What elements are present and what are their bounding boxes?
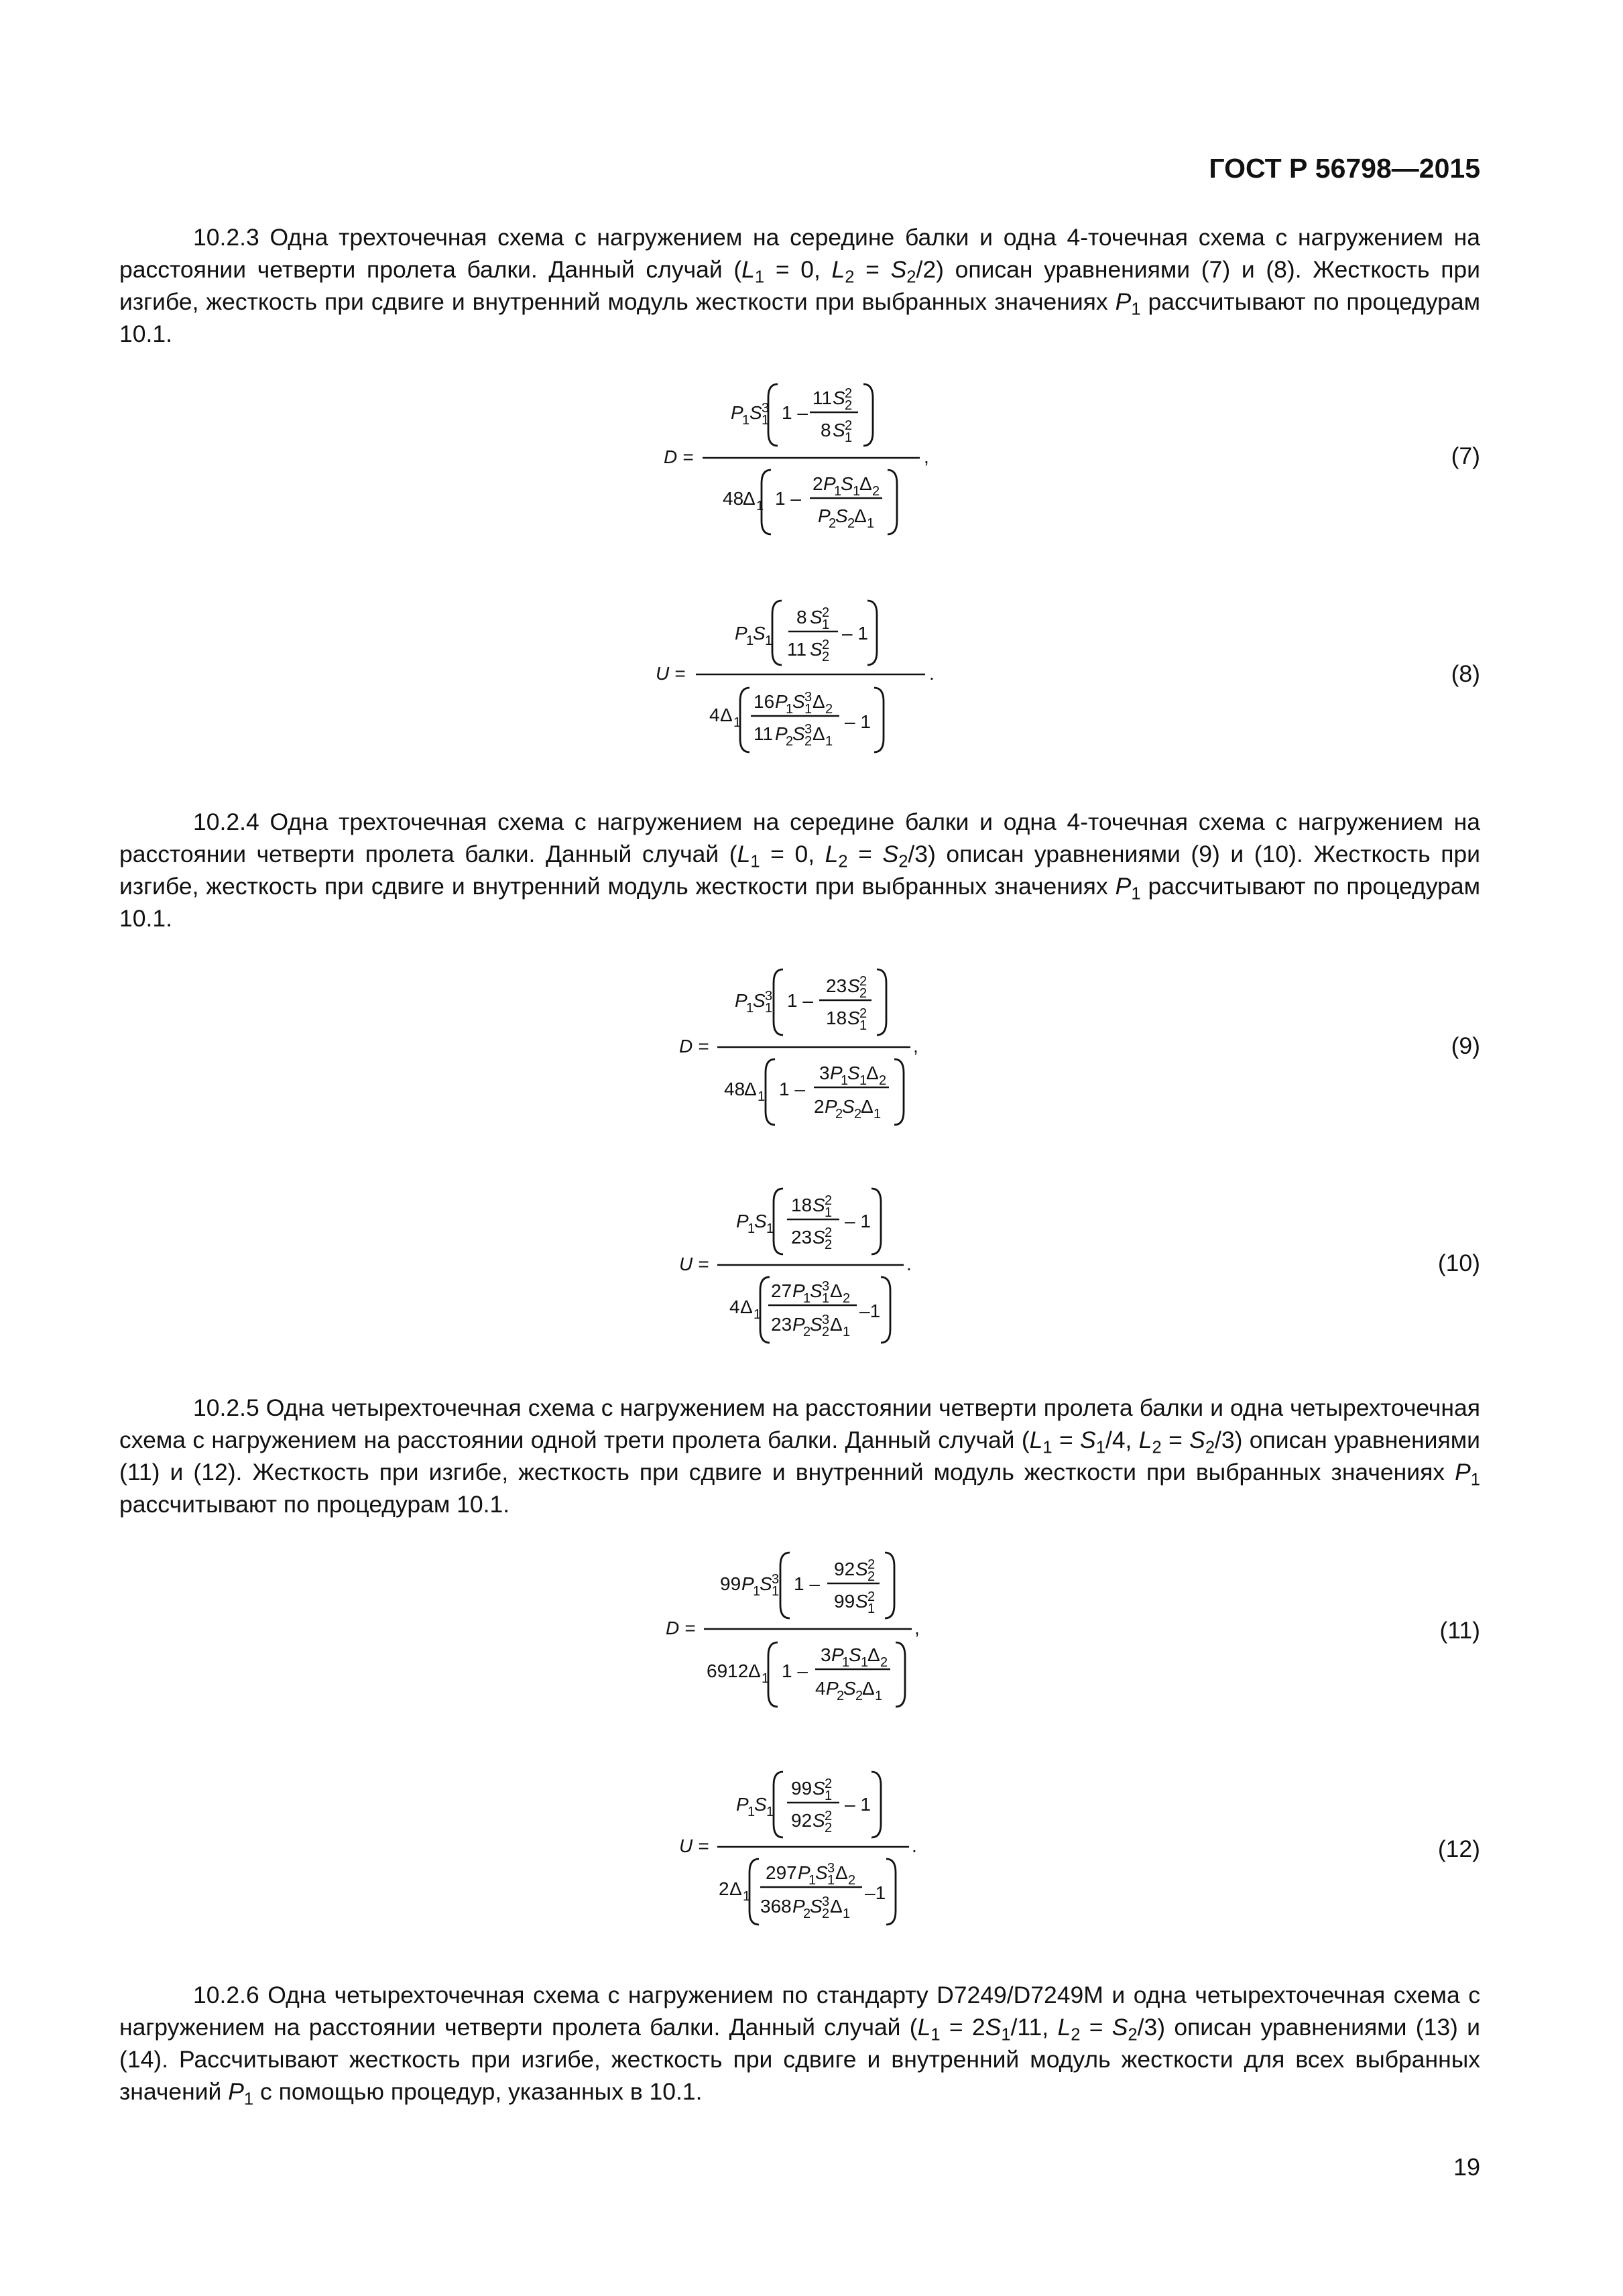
svg-text:1: 1 bbox=[804, 702, 813, 717]
svg-text:2: 2 bbox=[803, 1325, 811, 1339]
svg-text:S: S bbox=[847, 1063, 860, 1083]
svg-text:P: P bbox=[735, 990, 747, 1011]
svg-text:1: 1 bbox=[859, 1018, 867, 1033]
equation-number-8: (8) bbox=[1451, 660, 1480, 687]
svg-text:2: 2 bbox=[843, 1291, 851, 1306]
svg-text:1: 1 bbox=[825, 1789, 833, 1803]
svg-text:Δ: Δ bbox=[835, 1862, 848, 1883]
svg-text:3: 3 bbox=[822, 1894, 830, 1909]
eq10-bot-inner-num-coef: 27 bbox=[771, 1280, 792, 1301]
svg-text:Δ: Δ bbox=[861, 1096, 874, 1117]
svg-text:S: S bbox=[833, 387, 845, 408]
eq12-punct: . bbox=[912, 1835, 917, 1856]
eq8-top-inner-den-coef: 11 bbox=[787, 639, 807, 660]
svg-text:1: 1 bbox=[746, 1001, 754, 1016]
svg-text:2: 2 bbox=[835, 1107, 843, 1122]
svg-text:1: 1 bbox=[845, 430, 853, 445]
equation-number-12: (12) bbox=[1437, 1835, 1480, 1862]
svg-text:2: 2 bbox=[872, 484, 880, 499]
eq10-lhs: U = bbox=[679, 1254, 709, 1274]
eq8-punct: . bbox=[929, 663, 935, 684]
svg-text:2: 2 bbox=[854, 1107, 862, 1122]
svg-text:3: 3 bbox=[822, 1279, 830, 1294]
svg-text:S: S bbox=[815, 1862, 828, 1883]
svg-text:3: 3 bbox=[765, 989, 773, 1004]
eq12-bot-coef: 2 bbox=[719, 1878, 729, 1899]
svg-text:1: 1 bbox=[867, 1602, 876, 1616]
eq9-inner-num-coef: 23 bbox=[826, 975, 847, 996]
svg-text:S: S bbox=[843, 1678, 856, 1699]
svg-text:3: 3 bbox=[822, 1313, 830, 1327]
svg-text:S: S bbox=[833, 420, 845, 440]
svg-text:S: S bbox=[855, 1591, 868, 1612]
eq11-top-coef: 99 bbox=[720, 1573, 741, 1594]
eq10-bot-coef: 4 bbox=[729, 1296, 740, 1317]
svg-text:2: 2 bbox=[837, 1689, 845, 1703]
equation-10 bbox=[676, 1176, 957, 1344]
svg-text:2: 2 bbox=[829, 516, 837, 531]
svg-text:1 –: 1 – bbox=[787, 990, 813, 1011]
paragraph-10-2-6: 10.2.6 Одна четырехточечная схема с нагружением по стандарту D7249/D7249M и одна четырехточечная схема с нагружением на расстоянии четверти пролета балки. Данный случай ($L_1 = 2S_1/11$, $L_2 = S_2/3$) описан уравнениями (13) и (14). Рассчитывают жесткость при изгибе, жесткость при сдвиге и внутренний модуль жесткости для всех выбранных значений $P_1$ с помощью процедур, указанных в 10.1. bbox=[119, 1982, 1480, 2109]
eq8-bot-inner-den-coef: 11 bbox=[754, 723, 774, 744]
svg-text:S: S bbox=[855, 1559, 868, 1579]
svg-text:2: 2 bbox=[880, 1655, 888, 1670]
svg-text:1 –: 1 – bbox=[794, 1573, 820, 1594]
svg-text:1: 1 bbox=[803, 1291, 811, 1306]
svg-text:– 1: – 1 bbox=[845, 1211, 871, 1231]
svg-text:P: P bbox=[731, 402, 743, 423]
eq11-inner-num-coef: 92 bbox=[834, 1559, 855, 1579]
eq12-top-inner-num-coef: 99 bbox=[791, 1778, 813, 1799]
svg-text:2: 2 bbox=[845, 418, 853, 433]
eq7-lhs: D = bbox=[664, 446, 694, 467]
svg-text:S: S bbox=[792, 723, 805, 744]
svg-text:P: P bbox=[741, 1573, 754, 1594]
svg-text:2: 2 bbox=[825, 1193, 833, 1208]
svg-text:1 –: 1 – bbox=[775, 488, 801, 509]
eq7-inner-den-coef: 8 bbox=[821, 420, 831, 440]
svg-text:1 –: 1 – bbox=[779, 1079, 805, 1099]
svg-text:1: 1 bbox=[753, 1584, 761, 1599]
svg-text:S: S bbox=[754, 1794, 767, 1815]
svg-text:S: S bbox=[810, 607, 823, 627]
svg-text:1: 1 bbox=[874, 1107, 882, 1122]
svg-text:2: 2 bbox=[822, 1907, 830, 1921]
svg-text:P: P bbox=[831, 1644, 844, 1665]
svg-text:Δ: Δ bbox=[854, 505, 867, 526]
svg-text:Δ: Δ bbox=[813, 691, 825, 712]
svg-text:P: P bbox=[823, 473, 836, 494]
eq9-bot-coef: 48 bbox=[724, 1079, 745, 1099]
svg-text:S: S bbox=[847, 975, 860, 996]
eq11-punct: , bbox=[914, 1618, 920, 1638]
svg-text:2: 2 bbox=[859, 974, 867, 989]
paragraph-10-2-4: 10.2.4 Одна трехточечная схема с нагружением на середине балки и одна 4-точечная схема с нагружением на расстоянии четверти пролета балки. Данный случай ($L_1 = 0$, $L_2 = S_2/3$) описан уравнениями (9) и (10). Жесткость при изгибе, жесткость при сдвиге и внутренний модуль жесткости при выбранных значениях $P_1$ рассчитывают по процедурам 10.1. bbox=[119, 808, 1480, 932]
svg-text:Δ: Δ bbox=[830, 1896, 843, 1917]
svg-text:1: 1 bbox=[853, 484, 861, 499]
svg-text:S: S bbox=[847, 1008, 860, 1028]
eq9-bot-inner-den-coef: 2 bbox=[814, 1096, 825, 1117]
svg-text:2: 2 bbox=[867, 1569, 876, 1584]
svg-text:1: 1 bbox=[754, 1307, 762, 1322]
svg-text:3: 3 bbox=[762, 401, 770, 416]
svg-text:S: S bbox=[792, 691, 805, 712]
svg-text:Δ: Δ bbox=[866, 1063, 879, 1083]
eq12-bot-inner-num-coef: 297 bbox=[766, 1862, 797, 1883]
svg-text:2: 2 bbox=[859, 986, 867, 1001]
eq11-lhs: D = bbox=[666, 1618, 696, 1638]
svg-text:Δ: Δ bbox=[748, 1660, 761, 1681]
svg-text:S: S bbox=[810, 1280, 823, 1301]
svg-text:1: 1 bbox=[825, 1205, 833, 1220]
svg-text:Δ: Δ bbox=[813, 723, 825, 744]
equation-11 bbox=[662, 1542, 957, 1709]
svg-text:1: 1 bbox=[859, 1073, 867, 1088]
svg-text:2: 2 bbox=[879, 1073, 887, 1088]
equation-7 bbox=[657, 372, 952, 540]
svg-text:1: 1 bbox=[843, 1907, 851, 1921]
svg-text:S: S bbox=[842, 1096, 855, 1117]
eq8-lhs: U = bbox=[656, 663, 686, 684]
eq8-bot-inner-num-coef: 16 bbox=[754, 691, 775, 712]
svg-text:1: 1 bbox=[766, 1805, 774, 1819]
svg-text:S: S bbox=[849, 1644, 861, 1665]
equation-number-7: (7) bbox=[1451, 442, 1480, 469]
equation-8 bbox=[649, 590, 944, 758]
svg-text:Δ: Δ bbox=[862, 1678, 875, 1699]
eq8-bot-coef: 4 bbox=[709, 705, 720, 725]
svg-text:2: 2 bbox=[825, 1225, 833, 1240]
svg-text:3: 3 bbox=[804, 722, 813, 737]
svg-text:2: 2 bbox=[867, 1557, 876, 1572]
svg-text:S: S bbox=[835, 505, 848, 526]
svg-text:2: 2 bbox=[825, 1809, 833, 1823]
svg-text:P: P bbox=[798, 1862, 810, 1883]
svg-text:S: S bbox=[813, 1227, 825, 1248]
svg-text:S: S bbox=[813, 1195, 825, 1215]
svg-text:– 1: – 1 bbox=[842, 623, 868, 644]
svg-text:Δ: Δ bbox=[830, 1314, 843, 1335]
svg-text:2: 2 bbox=[825, 702, 833, 717]
eq12-lhs: U = bbox=[679, 1835, 709, 1856]
eq9-punct: , bbox=[913, 1036, 918, 1056]
svg-text:2: 2 bbox=[847, 516, 855, 531]
svg-text:1: 1 bbox=[772, 1584, 780, 1599]
svg-text:1: 1 bbox=[842, 1655, 850, 1670]
eq7-punct: , bbox=[924, 446, 929, 467]
svg-text:1: 1 bbox=[861, 1655, 869, 1670]
svg-text:P: P bbox=[825, 1096, 837, 1117]
svg-text:S: S bbox=[749, 402, 762, 423]
svg-text:P: P bbox=[735, 623, 747, 644]
svg-text:S: S bbox=[841, 473, 853, 494]
paragraph-10-2-5: 10.2.5 Одна четырехточечная схема с нагружением на расстоянии четверти пролета балки и одна четырехточечная схема с нагружением на расстоянии одной трети пролета балки. Данный случай ($L_1 = S_1/4$, $L_2 = S_2/3$) описан уравнениями (11) и (12). Жесткость при изгибе, жесткость при сдвиге и внутренний модуль жесткости при выбранных значениях $P_1$ рассчитывают по процедурам 10.1. bbox=[119, 1394, 1480, 1518]
svg-text:2: 2 bbox=[822, 605, 830, 620]
eq10-bot-inner-den-coef: 23 bbox=[771, 1314, 792, 1335]
eq7-bot-inner-num-coef: 2 bbox=[813, 473, 823, 494]
svg-text:1: 1 bbox=[742, 413, 750, 428]
svg-text:P: P bbox=[792, 1314, 805, 1335]
svg-text:1: 1 bbox=[825, 734, 833, 749]
equation-12 bbox=[676, 1760, 957, 1927]
equation-number-9: (9) bbox=[1451, 1032, 1480, 1059]
svg-text:P: P bbox=[818, 505, 831, 526]
svg-text:P: P bbox=[775, 691, 788, 712]
svg-text:1 –: 1 – bbox=[782, 1660, 808, 1681]
svg-text:–1: –1 bbox=[859, 1301, 881, 1321]
eq10-top-inner-num-coef: 18 bbox=[791, 1195, 813, 1215]
svg-text:–1: –1 bbox=[865, 1882, 886, 1903]
svg-text:P: P bbox=[792, 1896, 805, 1917]
eq9-lhs: D = bbox=[679, 1036, 709, 1056]
svg-text:Δ: Δ bbox=[740, 1296, 753, 1317]
svg-text:2: 2 bbox=[859, 1006, 867, 1021]
svg-text:S: S bbox=[760, 1573, 772, 1594]
eq12-top-inner-den-coef: 92 bbox=[791, 1810, 813, 1831]
svg-text:2: 2 bbox=[867, 1589, 876, 1604]
svg-text:1: 1 bbox=[756, 499, 764, 513]
document-code: ГОСТ Р 56798—2015 bbox=[1209, 153, 1480, 184]
svg-text:P: P bbox=[830, 1063, 843, 1083]
eq9-inner-den-coef: 18 bbox=[826, 1008, 847, 1028]
svg-text:1: 1 bbox=[827, 1873, 835, 1888]
svg-text:1: 1 bbox=[766, 1221, 774, 1236]
svg-text:1: 1 bbox=[867, 516, 875, 531]
svg-text:2: 2 bbox=[822, 1325, 830, 1339]
svg-text:1: 1 bbox=[762, 1671, 770, 1686]
eq8-top-inner-num-coef: 8 bbox=[796, 607, 807, 627]
svg-text:1: 1 bbox=[786, 702, 794, 717]
svg-text:S: S bbox=[810, 1314, 823, 1335]
svg-text:2: 2 bbox=[803, 1907, 811, 1921]
svg-text:1: 1 bbox=[747, 1221, 756, 1236]
svg-text:2: 2 bbox=[825, 1776, 833, 1791]
svg-text:1: 1 bbox=[743, 1889, 751, 1904]
eq7-bot-coef: 48 bbox=[723, 488, 744, 509]
svg-text:1: 1 bbox=[808, 1873, 817, 1888]
eq11-bot-inner-den-coef: 4 bbox=[815, 1678, 826, 1699]
svg-text:P: P bbox=[792, 1280, 805, 1301]
svg-text:1: 1 bbox=[834, 484, 842, 499]
svg-text:3: 3 bbox=[804, 690, 813, 705]
svg-text:1: 1 bbox=[822, 1291, 830, 1306]
svg-text:P: P bbox=[775, 723, 788, 744]
svg-text:2: 2 bbox=[845, 398, 853, 413]
svg-text:2: 2 bbox=[786, 734, 794, 749]
svg-text:1: 1 bbox=[841, 1073, 849, 1088]
svg-text:S: S bbox=[813, 1810, 825, 1831]
eq10-punct: . bbox=[906, 1254, 912, 1274]
svg-text:2: 2 bbox=[825, 1237, 833, 1252]
equation-9 bbox=[676, 959, 957, 1126]
svg-text:2: 2 bbox=[822, 650, 830, 664]
svg-text:– 1: – 1 bbox=[845, 711, 871, 732]
svg-text:2: 2 bbox=[804, 734, 813, 749]
svg-text:1: 1 bbox=[762, 413, 770, 428]
svg-text:2: 2 bbox=[822, 638, 830, 652]
eq7-inner-num-coef: 11 bbox=[813, 387, 833, 408]
svg-text:P: P bbox=[736, 1794, 749, 1815]
svg-text:Δ: Δ bbox=[859, 473, 872, 494]
svg-text:1 –: 1 – bbox=[782, 402, 808, 423]
svg-text:2: 2 bbox=[825, 1821, 833, 1835]
svg-text:2: 2 bbox=[855, 1689, 863, 1703]
svg-text:Δ: Δ bbox=[744, 1079, 757, 1099]
svg-text:1: 1 bbox=[758, 1089, 766, 1104]
equation-number-11: (11) bbox=[1439, 1617, 1480, 1644]
svg-text:P: P bbox=[826, 1678, 839, 1699]
svg-text:1: 1 bbox=[843, 1325, 851, 1339]
equation-number-10: (10) bbox=[1437, 1250, 1480, 1276]
eq11-bot-inner-num-coef: 3 bbox=[821, 1644, 831, 1665]
eq11-bot-coef: 6912 bbox=[707, 1660, 749, 1681]
svg-text:S: S bbox=[753, 990, 766, 1011]
svg-text:1: 1 bbox=[746, 633, 754, 648]
svg-text:1: 1 bbox=[875, 1689, 883, 1703]
svg-text:Δ: Δ bbox=[729, 1878, 742, 1899]
svg-text:S: S bbox=[754, 1211, 767, 1231]
eq10-top-inner-den-coef: 23 bbox=[791, 1227, 813, 1248]
svg-text:1: 1 bbox=[747, 1805, 756, 1819]
svg-text:S: S bbox=[810, 639, 823, 660]
svg-text:1: 1 bbox=[765, 1001, 773, 1016]
svg-text:3: 3 bbox=[827, 1861, 835, 1876]
svg-text:S: S bbox=[753, 623, 766, 644]
svg-text:2: 2 bbox=[845, 386, 853, 401]
svg-text:1: 1 bbox=[822, 617, 830, 632]
svg-text:1: 1 bbox=[733, 715, 741, 730]
svg-text:S: S bbox=[810, 1896, 823, 1917]
svg-text:– 1: – 1 bbox=[845, 1794, 871, 1815]
eq12-bot-inner-den-coef: 368 bbox=[760, 1896, 792, 1917]
svg-text:2: 2 bbox=[848, 1873, 856, 1888]
svg-text:P: P bbox=[736, 1211, 749, 1231]
svg-text:Δ: Δ bbox=[830, 1280, 843, 1301]
svg-text:1: 1 bbox=[765, 633, 773, 648]
svg-text:Δ: Δ bbox=[867, 1644, 880, 1665]
paragraph-10-2-3: 10.2.3 Одна трехточечная схема с нагружением на середине балки и одна 4-точечная схема с нагружением на расстоянии четверти пролета балки. Данный случай ($L_1 = 0$, $L_2 = S_2/2$) описан уравнениями (7) и (8). Жесткость при изгибе, жесткость при сдвиге и внутренний модуль жесткости при выбранных значениях $P_1$ рассчитывают по процедурам 10.1. bbox=[119, 224, 1480, 347]
page-number: 19 bbox=[1453, 2153, 1480, 2181]
svg-text:S: S bbox=[813, 1778, 825, 1799]
eq11-inner-den-coef: 99 bbox=[834, 1591, 855, 1612]
svg-text:Δ: Δ bbox=[743, 488, 756, 509]
svg-text:Δ: Δ bbox=[720, 705, 733, 725]
eq9-bot-inner-num-coef: 3 bbox=[819, 1063, 830, 1083]
svg-text:3: 3 bbox=[772, 1572, 780, 1587]
